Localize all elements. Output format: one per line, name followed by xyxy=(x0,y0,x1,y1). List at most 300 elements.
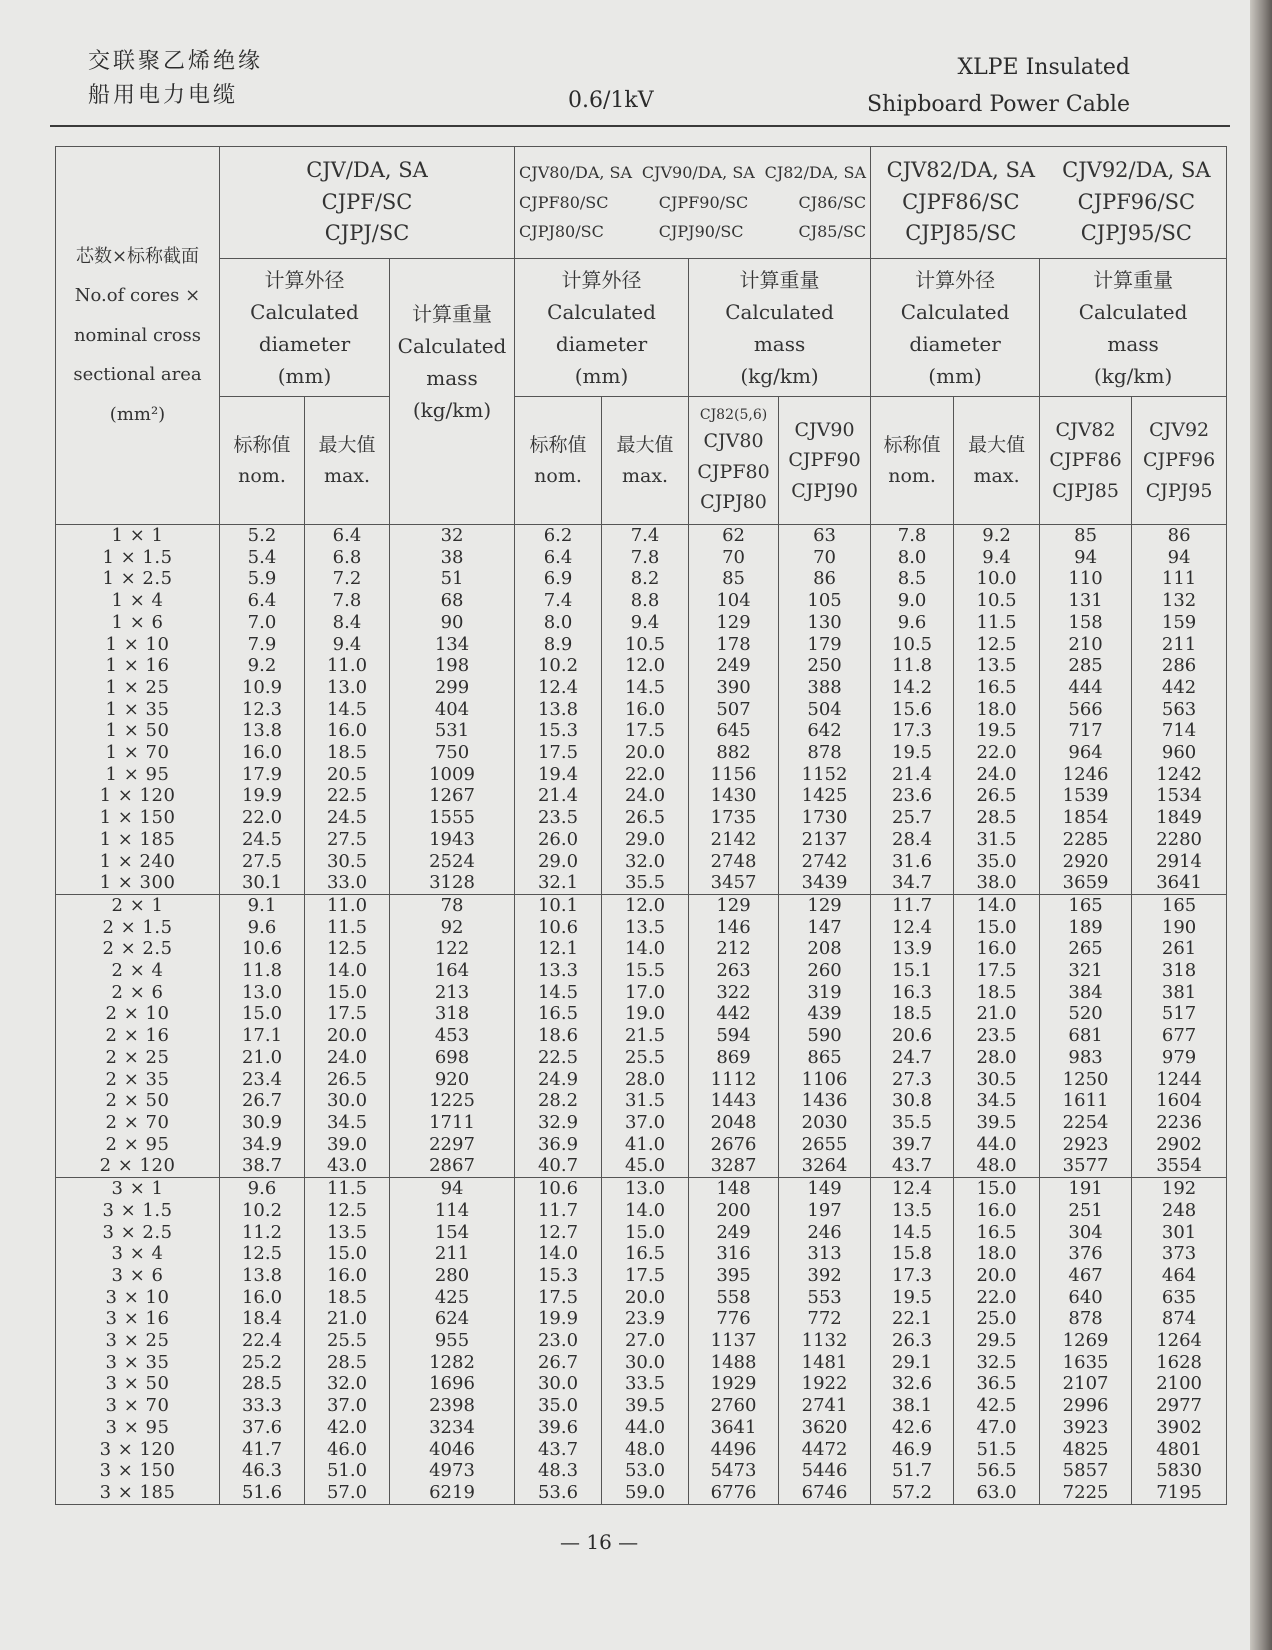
value-cell: 17.1 xyxy=(220,1025,305,1047)
g3-diameter-en1: Calculated xyxy=(900,299,1010,324)
value-cell: 9.0 xyxy=(871,590,954,612)
value-cell: 158 xyxy=(1040,612,1132,634)
m82-l3: CJPJ85 xyxy=(1052,479,1119,502)
group2-models xyxy=(515,147,871,259)
value-cell: 56.5 xyxy=(954,1460,1040,1482)
value-cell: 444 xyxy=(1040,677,1132,699)
g3-max-en: max. xyxy=(973,464,1020,487)
value-cell: 12.5 xyxy=(305,938,390,960)
cable-spec-table xyxy=(55,146,1226,1505)
value-cell: 105 xyxy=(779,590,871,612)
value-cell: 249 xyxy=(689,1222,779,1244)
value-cell: 28.5 xyxy=(220,1373,305,1395)
value-cell: 8.9 xyxy=(515,634,602,656)
value-cell: 29.5 xyxy=(954,1330,1040,1352)
value-cell: 17.3 xyxy=(871,720,954,742)
group2-r2-b: CJPF90/SC xyxy=(658,192,749,212)
value-cell: 2297 xyxy=(390,1134,515,1156)
value-cell: 2996 xyxy=(1040,1395,1132,1417)
value-cell: 29.0 xyxy=(602,829,689,851)
value-cell: 4825 xyxy=(1040,1439,1132,1461)
value-cell: 6776 xyxy=(689,1482,779,1504)
table-row xyxy=(56,590,1227,612)
value-cell: 59.0 xyxy=(602,1482,689,1504)
value-cell: 28.2 xyxy=(515,1090,602,1112)
value-cell: 13.5 xyxy=(871,1200,954,1222)
g2-diameter-en2: diameter xyxy=(555,331,648,356)
title-en-line2: Shipboard Power Cable xyxy=(866,92,1130,117)
value-cell: 3641 xyxy=(689,1417,779,1439)
value-cell: 8.8 xyxy=(602,590,689,612)
value-cell: 9.6 xyxy=(871,612,954,634)
g3-max-cn: 最大值 xyxy=(968,434,1026,457)
value-cell: 32.1 xyxy=(515,872,602,894)
g3-diameter-header xyxy=(871,259,1040,397)
value-cell: 129 xyxy=(689,894,779,916)
value-cell: 14.0 xyxy=(602,938,689,960)
value-cell: 30.1 xyxy=(220,872,305,894)
value-cell: 13.0 xyxy=(305,677,390,699)
value-cell: 4046 xyxy=(390,1439,515,1461)
cores-size-cell: 3 × 185 xyxy=(56,1482,220,1504)
value-cell: 34.5 xyxy=(305,1112,390,1134)
value-cell: 9.6 xyxy=(220,917,305,939)
value-cell: 28.0 xyxy=(602,1069,689,1091)
value-cell: 31.5 xyxy=(602,1090,689,1112)
table-row xyxy=(56,677,1227,699)
value-cell: 1488 xyxy=(689,1352,779,1374)
cores-size-cell: 1 × 95 xyxy=(56,764,220,786)
value-cell: 15.0 xyxy=(305,982,390,1004)
value-cell: 28.5 xyxy=(305,1352,390,1374)
g1-nom-header xyxy=(220,397,305,525)
value-cell: 15.0 xyxy=(305,1243,390,1265)
value-cell: 198 xyxy=(390,655,515,677)
value-cell: 6.9 xyxy=(515,568,602,590)
value-cell: 2760 xyxy=(689,1395,779,1417)
value-cell: 191 xyxy=(1040,1178,1132,1200)
value-cell: 21.0 xyxy=(220,1047,305,1069)
value-cell: 159 xyxy=(1132,612,1227,634)
group1-model-l2: CJPF/SC xyxy=(321,189,413,214)
value-cell: 11.0 xyxy=(305,655,390,677)
value-cell: 16.5 xyxy=(602,1243,689,1265)
value-cell: 2914 xyxy=(1132,851,1227,873)
value-cell: 130 xyxy=(779,612,871,634)
table-row xyxy=(56,1460,1227,1482)
value-cell: 2524 xyxy=(390,851,515,873)
value-cell: 250 xyxy=(779,655,871,677)
g2-nom-header xyxy=(515,397,602,525)
cores-size-cell: 2 × 25 xyxy=(56,1047,220,1069)
value-cell: 18.5 xyxy=(954,982,1040,1004)
table-body xyxy=(56,525,1227,1505)
table-row xyxy=(56,742,1227,764)
cores-size-cell: 1 × 16 xyxy=(56,655,220,677)
cores-size-cell: 1 × 150 xyxy=(56,807,220,829)
g1-diameter-cn: 计算外径 xyxy=(264,267,345,292)
g2-diameter-cn: 计算外径 xyxy=(561,267,642,292)
g1-diameter-en2: diameter xyxy=(258,331,351,356)
table-row xyxy=(56,634,1227,656)
g2-max-en: max. xyxy=(621,464,669,487)
value-cell: 26.5 xyxy=(305,1069,390,1091)
cores-size-cell: 2 × 50 xyxy=(56,1090,220,1112)
value-cell: 32.9 xyxy=(515,1112,602,1134)
value-cell: 373 xyxy=(1132,1243,1227,1265)
value-cell: 24.0 xyxy=(305,1047,390,1069)
value-cell: 213 xyxy=(390,982,515,1004)
value-cell: 1711 xyxy=(390,1112,515,1134)
g1-nom-en: nom. xyxy=(238,464,286,487)
value-cell: 10.5 xyxy=(954,590,1040,612)
title-cn-line1: 交联聚乙烯绝缘 xyxy=(88,49,264,74)
value-cell: 7.8 xyxy=(602,547,689,569)
value-cell: 197 xyxy=(779,1200,871,1222)
g1-nom-cn: 标称值 xyxy=(233,434,291,457)
value-cell: 285 xyxy=(1040,655,1132,677)
group2-r1-c: CJ82/DA, SA xyxy=(764,163,867,183)
value-cell: 30.5 xyxy=(954,1069,1040,1091)
value-cell: 165 xyxy=(1040,894,1132,916)
value-cell: 964 xyxy=(1040,742,1132,764)
value-cell: 32.5 xyxy=(954,1352,1040,1374)
cores-size-cell: 1 × 70 xyxy=(56,742,220,764)
value-cell: 286 xyxy=(1132,655,1227,677)
value-cell: 3577 xyxy=(1040,1155,1132,1177)
value-cell: 16.0 xyxy=(602,699,689,721)
group3-r2-b: CJPF96/SC xyxy=(1077,189,1196,214)
value-cell: 299 xyxy=(390,677,515,699)
table-row xyxy=(56,894,1227,916)
value-cell: 22.1 xyxy=(871,1308,954,1330)
value-cell: 1696 xyxy=(390,1373,515,1395)
value-cell: 1854 xyxy=(1040,807,1132,829)
value-cell: 1604 xyxy=(1132,1090,1227,1112)
value-cell: 48.0 xyxy=(602,1439,689,1461)
value-cell: 25.0 xyxy=(954,1308,1040,1330)
value-cell: 18.5 xyxy=(305,742,390,764)
value-cell: 30.0 xyxy=(602,1352,689,1374)
g1-diameter-header xyxy=(220,259,390,397)
value-cell: 3659 xyxy=(1040,872,1132,894)
value-cell: 19.5 xyxy=(954,720,1040,742)
value-cell: 39.5 xyxy=(954,1112,1040,1134)
value-cell: 16.5 xyxy=(515,1003,602,1025)
value-cell: 134 xyxy=(390,634,515,656)
table-row xyxy=(56,785,1227,807)
value-cell: 22.5 xyxy=(515,1047,602,1069)
value-cell: 48.0 xyxy=(954,1155,1040,1177)
table-row xyxy=(56,1090,1227,1112)
value-cell: 19.5 xyxy=(871,742,954,764)
table-row xyxy=(56,1243,1227,1265)
value-cell: 1137 xyxy=(689,1330,779,1352)
g1-diameter-en1: Calculated xyxy=(250,299,359,324)
cores-size-cell: 1 × 6 xyxy=(56,612,220,634)
value-cell: 22.0 xyxy=(954,742,1040,764)
value-cell: 1534 xyxy=(1132,785,1227,807)
value-cell: 11.8 xyxy=(871,655,954,677)
value-cell: 920 xyxy=(390,1069,515,1091)
value-cell: 17.5 xyxy=(602,1265,689,1287)
value-cell: 249 xyxy=(689,655,779,677)
value-cell: 18.4 xyxy=(220,1308,305,1330)
g3-mass-header xyxy=(1040,259,1227,397)
value-cell: 38.0 xyxy=(954,872,1040,894)
table-row xyxy=(56,1222,1227,1244)
value-cell: 566 xyxy=(1040,699,1132,721)
value-cell: 11.8 xyxy=(220,960,305,982)
value-cell: 86 xyxy=(779,568,871,590)
value-cell: 642 xyxy=(779,720,871,742)
spec-header-en3: sectional area xyxy=(73,364,202,386)
cores-size-cell: 2 × 35 xyxy=(56,1069,220,1091)
value-cell: 13.3 xyxy=(515,960,602,982)
cores-size-cell: 3 × 50 xyxy=(56,1373,220,1395)
value-cell: 442 xyxy=(1132,677,1227,699)
value-cell: 2137 xyxy=(779,829,871,851)
value-cell: 2048 xyxy=(689,1112,779,1134)
value-cell: 48.3 xyxy=(515,1460,602,1482)
value-cell: 34.5 xyxy=(954,1090,1040,1112)
table-row xyxy=(56,1200,1227,1222)
value-cell: 110 xyxy=(1040,568,1132,590)
value-cell: 30.9 xyxy=(220,1112,305,1134)
g2-mass-header xyxy=(689,259,871,397)
table-row xyxy=(56,1069,1227,1091)
value-cell: 10.2 xyxy=(515,655,602,677)
g3-mass-cn: 计算重量 xyxy=(1093,267,1174,292)
value-cell: 30.8 xyxy=(871,1090,954,1112)
value-cell: 2867 xyxy=(390,1155,515,1177)
value-cell: 504 xyxy=(779,699,871,721)
value-cell: 2977 xyxy=(1132,1395,1227,1417)
value-cell: 24.5 xyxy=(305,807,390,829)
value-cell: 41.7 xyxy=(220,1439,305,1461)
value-cell: 395 xyxy=(689,1265,779,1287)
value-cell: 35.0 xyxy=(954,851,1040,873)
group1-model-l3: CJPJ/SC xyxy=(324,221,410,246)
g3-mass-en3: (kg/km) xyxy=(1093,363,1173,388)
m82-l1: CJV82 xyxy=(1055,418,1116,441)
value-cell: 2142 xyxy=(689,829,779,851)
value-cell: 30.0 xyxy=(515,1373,602,1395)
value-cell: 2741 xyxy=(779,1395,871,1417)
value-cell: 22.4 xyxy=(220,1330,305,1352)
value-cell: 15.0 xyxy=(954,917,1040,939)
value-cell: 35.5 xyxy=(602,872,689,894)
value-cell: 122 xyxy=(390,938,515,960)
value-cell: 146 xyxy=(689,917,779,939)
value-cell: 3264 xyxy=(779,1155,871,1177)
value-cell: 165 xyxy=(1132,894,1227,916)
value-cell: 20.5 xyxy=(305,764,390,786)
value-cell: 464 xyxy=(1132,1265,1227,1287)
value-cell: 22.0 xyxy=(954,1287,1040,1309)
value-cell: 2742 xyxy=(779,851,871,873)
value-cell: 9.1 xyxy=(220,894,305,916)
value-cell: 5830 xyxy=(1132,1460,1227,1482)
value-cell: 381 xyxy=(1132,982,1227,1004)
col-header-spec xyxy=(56,147,220,525)
value-cell: 14.0 xyxy=(305,960,390,982)
cores-size-cell: 1 × 1 xyxy=(56,525,220,547)
table-row xyxy=(56,1308,1227,1330)
value-cell: 17.5 xyxy=(515,1287,602,1309)
cores-size-cell: 3 × 2.5 xyxy=(56,1222,220,1244)
value-cell: 2923 xyxy=(1040,1134,1132,1156)
value-cell: 16.0 xyxy=(220,742,305,764)
value-cell: 12.3 xyxy=(220,699,305,721)
value-cell: 211 xyxy=(390,1243,515,1265)
value-cell: 8.2 xyxy=(602,568,689,590)
value-cell: 92 xyxy=(390,917,515,939)
value-cell: 39.5 xyxy=(602,1395,689,1417)
value-cell: 25.5 xyxy=(305,1330,390,1352)
cores-size-cell: 3 × 1.5 xyxy=(56,1200,220,1222)
m80-top: CJ82(5,6) xyxy=(699,406,768,423)
value-cell: 13.8 xyxy=(220,1265,305,1287)
value-cell: 2920 xyxy=(1040,851,1132,873)
value-cell: 149 xyxy=(779,1178,871,1200)
value-cell: 10.1 xyxy=(515,894,602,916)
value-cell: 78 xyxy=(390,894,515,916)
value-cell: 15.0 xyxy=(220,1003,305,1025)
value-cell: 776 xyxy=(689,1308,779,1330)
value-cell: 44.0 xyxy=(602,1417,689,1439)
value-cell: 531 xyxy=(390,720,515,742)
m80-l1: CJV80 xyxy=(703,430,764,453)
cores-size-cell: 2 × 95 xyxy=(56,1134,220,1156)
value-cell: 36.5 xyxy=(954,1373,1040,1395)
value-cell: 1943 xyxy=(390,829,515,851)
value-cell: 467 xyxy=(1040,1265,1132,1287)
g2-mass-en2: mass xyxy=(753,331,806,356)
value-cell: 983 xyxy=(1040,1047,1132,1069)
value-cell: 28.4 xyxy=(871,829,954,851)
value-cell: 12.4 xyxy=(871,917,954,939)
value-cell: 111 xyxy=(1132,568,1227,590)
value-cell: 31.5 xyxy=(954,829,1040,851)
value-cell: 1443 xyxy=(689,1090,779,1112)
title-cn-line2: 船用电力电缆 xyxy=(88,83,239,108)
value-cell: 19.0 xyxy=(602,1003,689,1025)
value-cell: 7.9 xyxy=(220,634,305,656)
m92-l2: CJPF96 xyxy=(1142,449,1216,472)
value-cell: 624 xyxy=(390,1308,515,1330)
value-cell: 9.2 xyxy=(954,525,1040,547)
value-cell: 42.6 xyxy=(871,1417,954,1439)
value-cell: 33.5 xyxy=(602,1373,689,1395)
value-cell: 2280 xyxy=(1132,829,1227,851)
value-cell: 635 xyxy=(1132,1287,1227,1309)
value-cell: 520 xyxy=(1040,1003,1132,1025)
value-cell: 39.0 xyxy=(305,1134,390,1156)
value-cell: 14.5 xyxy=(305,699,390,721)
value-cell: 36.9 xyxy=(515,1134,602,1156)
value-cell: 2655 xyxy=(779,1134,871,1156)
value-cell: 517 xyxy=(1132,1003,1227,1025)
value-cell: 1481 xyxy=(779,1352,871,1374)
value-cell: 44.0 xyxy=(954,1134,1040,1156)
g2-diameter-en1: Calculated xyxy=(547,299,656,324)
value-cell: 10.9 xyxy=(220,677,305,699)
value-cell: 132 xyxy=(1132,590,1227,612)
value-cell: 14.5 xyxy=(871,1222,954,1244)
value-cell: 8.4 xyxy=(305,612,390,634)
g2-mass-cn: 计算重量 xyxy=(739,267,820,292)
value-cell: 698 xyxy=(390,1047,515,1069)
value-cell: 1264 xyxy=(1132,1330,1227,1352)
value-cell: 2107 xyxy=(1040,1373,1132,1395)
value-cell: 12.0 xyxy=(602,894,689,916)
value-cell: 20.0 xyxy=(602,1287,689,1309)
value-cell: 45.0 xyxy=(602,1155,689,1177)
value-cell: 1436 xyxy=(779,1090,871,1112)
cores-size-cell: 1 × 185 xyxy=(56,829,220,851)
value-cell: 23.5 xyxy=(515,807,602,829)
value-cell: 772 xyxy=(779,1308,871,1330)
value-cell: 3923 xyxy=(1040,1417,1132,1439)
value-cell: 1112 xyxy=(689,1069,779,1091)
table-row xyxy=(56,655,1227,677)
value-cell: 12.5 xyxy=(954,634,1040,656)
value-cell: 6.4 xyxy=(515,547,602,569)
value-cell: 9.2 xyxy=(220,655,305,677)
g1-mass-en3: (kg/km) xyxy=(412,397,492,422)
title-en-line1: XLPE Insulated xyxy=(957,55,1130,80)
g2-nom-cn: 标称值 xyxy=(529,434,587,457)
value-cell: 43.0 xyxy=(305,1155,390,1177)
g3-nom-cn: 标称值 xyxy=(883,434,941,457)
value-cell: 12.0 xyxy=(602,655,689,677)
value-cell: 9.6 xyxy=(220,1178,305,1200)
value-cell: 13.0 xyxy=(602,1178,689,1200)
value-cell: 5473 xyxy=(689,1460,779,1482)
value-cell: 1246 xyxy=(1040,764,1132,786)
cores-size-cell: 1 × 120 xyxy=(56,785,220,807)
value-cell: 8.0 xyxy=(871,547,954,569)
value-cell: 17.0 xyxy=(602,982,689,1004)
value-cell: 22.5 xyxy=(305,785,390,807)
value-cell: 11.5 xyxy=(305,917,390,939)
value-cell: 10.6 xyxy=(220,938,305,960)
g2-max-cn: 最大值 xyxy=(616,434,674,457)
cores-size-cell: 3 × 70 xyxy=(56,1395,220,1417)
value-cell: 94 xyxy=(390,1178,515,1200)
value-cell: 94 xyxy=(1040,547,1132,569)
value-cell: 178 xyxy=(689,634,779,656)
value-cell: 1539 xyxy=(1040,785,1132,807)
value-cell: 37.6 xyxy=(220,1417,305,1439)
value-cell: 640 xyxy=(1040,1287,1132,1309)
spec-header-unit: (mm²) xyxy=(109,403,166,425)
value-cell: 1009 xyxy=(390,764,515,786)
value-cell: 7.4 xyxy=(602,525,689,547)
table-row xyxy=(56,1003,1227,1025)
value-cell: 1430 xyxy=(689,785,779,807)
value-cell: 39.6 xyxy=(515,1417,602,1439)
g1-max-header xyxy=(305,397,390,525)
value-cell: 164 xyxy=(390,960,515,982)
cores-size-cell: 2 × 70 xyxy=(56,1112,220,1134)
value-cell: 1225 xyxy=(390,1090,515,1112)
value-cell: 104 xyxy=(689,590,779,612)
value-cell: 46.9 xyxy=(871,1439,954,1461)
value-cell: 22.0 xyxy=(220,807,305,829)
value-cell: 70 xyxy=(779,547,871,569)
